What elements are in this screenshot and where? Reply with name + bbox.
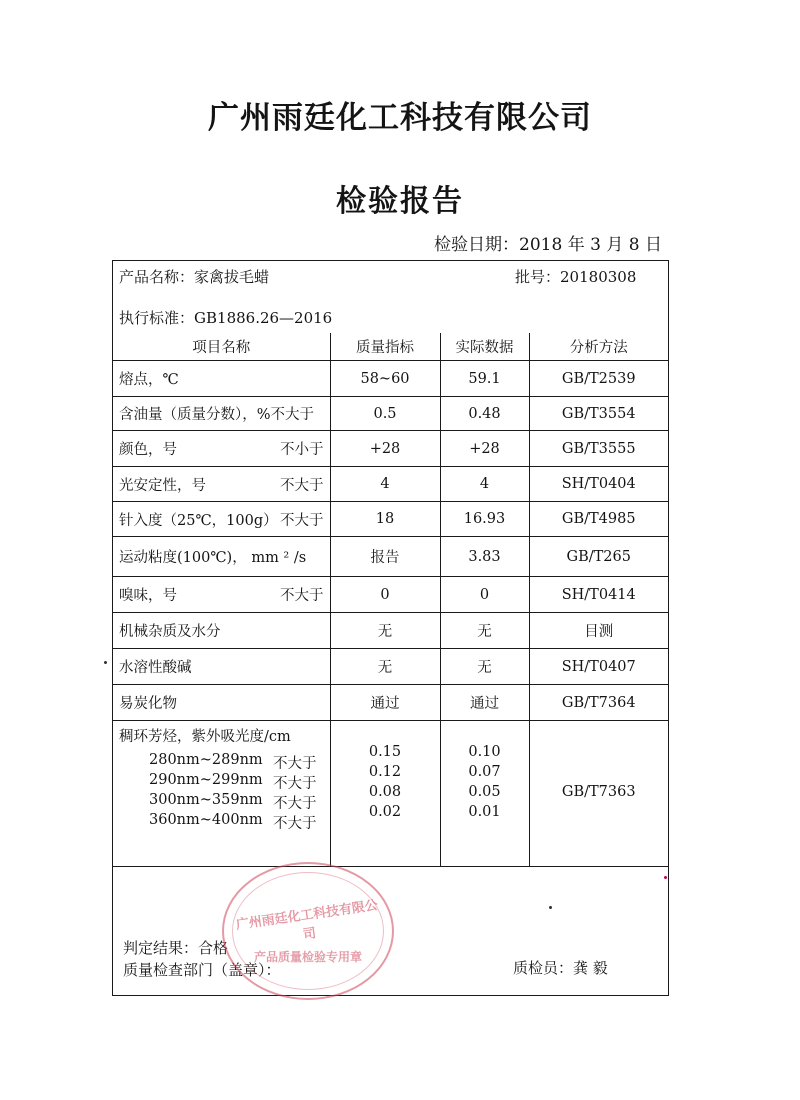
item-cond: 不大于: [280, 588, 324, 604]
aromatics-actual: 0.01: [468, 804, 501, 820]
aromatics-method: GB/T7363: [561, 784, 636, 800]
aromatics-actual: 0.05: [468, 784, 501, 800]
aromatics-spec-cell: [330, 721, 440, 867]
spec-cell: 报告: [330, 537, 440, 577]
actual-cell: 无: [440, 649, 529, 685]
report-title: 检验报告: [336, 184, 464, 219]
judgement: [123, 937, 228, 958]
item-cell: [113, 467, 330, 502]
wavelength-range: 300nm~359nm: [149, 792, 263, 808]
table-row: [113, 397, 668, 431]
month-unit: 月: [606, 235, 624, 255]
batch-info: [515, 266, 636, 287]
batch-number: 20180308: [560, 268, 637, 286]
method-cell: GB/T2539: [529, 361, 668, 397]
date-year: 2018: [519, 235, 563, 255]
method-cell: 目测: [529, 613, 668, 649]
actual-cell: 通过: [440, 685, 529, 721]
item-cell: [113, 361, 330, 397]
actual-cell: 16.93: [440, 502, 529, 537]
item-cell: [113, 502, 330, 537]
standard-label: 执行标准：: [119, 309, 195, 327]
wavelength-range: 280nm~289nm: [149, 752, 263, 768]
spec-cell: 无: [330, 649, 440, 685]
spec-cell: 0.5: [330, 397, 440, 431]
inspector-label: 质检员：: [513, 959, 574, 977]
item-name: 光安定性，号: [119, 477, 206, 494]
item-name: 嗅味，号: [119, 588, 177, 604]
item-cell: [113, 577, 330, 613]
table-row: [113, 537, 668, 577]
table-row: [113, 502, 668, 537]
table-row: [113, 577, 668, 613]
aromatics-sub-row: [119, 812, 330, 832]
method-cell: GB/T3554: [529, 397, 668, 431]
company-seal: [222, 862, 394, 1000]
table-row: [113, 613, 668, 649]
item-name: 含油量（质量分数），%不大于: [119, 407, 315, 423]
aromatics-sub-row: [119, 792, 330, 812]
table-row: [113, 431, 668, 467]
item-name: 颜色，号: [119, 442, 177, 458]
item-name: 水溶性酸碱: [119, 660, 192, 676]
date-day: 8: [628, 235, 640, 255]
inspector-name: 龚 毅: [573, 959, 608, 977]
item-cell: [113, 613, 330, 649]
aromatics-spec: 0.08: [368, 784, 402, 800]
col-header: 质量指标: [330, 333, 440, 361]
judgement-label: 判定结果：: [123, 939, 199, 957]
product-name: 家禽拔毛蜡: [194, 268, 270, 286]
aromatics-spec: 0.02: [368, 804, 402, 820]
wavelength-range: 360nm~400nm: [149, 812, 263, 828]
aromatics-actual-cell: [440, 721, 529, 867]
aromatics-spec: 0.15: [368, 744, 402, 760]
method-cell: SH/T0407: [529, 649, 668, 685]
sub-cond: 不大于: [273, 756, 317, 772]
scan-speck: [104, 661, 107, 664]
day-unit: 日: [645, 235, 662, 255]
wavelength-range: 290nm~299nm: [149, 772, 263, 788]
table-row: [113, 685, 668, 721]
item-cond: 不小于: [280, 442, 324, 458]
item-cell: [113, 397, 330, 431]
spec-cell: 0: [330, 577, 440, 613]
actual-cell: 59.1: [440, 361, 529, 397]
seal-purpose-text: 产品质量检验专用章: [253, 950, 362, 964]
sub-cond: 不大于: [273, 796, 317, 812]
spec-cell: 无: [330, 613, 440, 649]
spec-cell: +28: [330, 431, 440, 467]
method-cell: SH/T0414: [529, 577, 668, 613]
product-label: 产品名称：: [119, 268, 195, 286]
aromatics-sub-row: [119, 772, 330, 792]
item-name: 熔点，℃: [119, 372, 179, 388]
method-cell: GB/T4985: [529, 502, 668, 537]
test-table: [113, 333, 668, 867]
spec-cell: 通过: [330, 685, 440, 721]
aromatics-title: 稠环芳烃，紫外吸光度/cm: [119, 729, 291, 745]
inspection-date: [434, 230, 662, 255]
date-month: 3: [590, 235, 601, 255]
sub-cond: 不大于: [273, 816, 317, 832]
item-cell: [113, 537, 330, 577]
item-cell: [113, 649, 330, 685]
actual-cell: 0: [440, 577, 529, 613]
item-cond: 不大于: [280, 512, 324, 529]
method-cell: GB/T7364: [529, 685, 668, 721]
date-label: 检验日期：: [434, 235, 520, 255]
table-row: [113, 649, 668, 685]
aromatics-actual: 0.10: [468, 744, 501, 760]
table-row-aromatics: [113, 721, 668, 867]
col-header: 分析方法: [529, 333, 668, 361]
aromatics-method-cell: [529, 721, 668, 867]
aromatics-sub-row: [119, 752, 330, 772]
spec-cell: 18: [330, 502, 440, 537]
table-header: [113, 333, 668, 361]
inspector: [513, 957, 608, 978]
batch-label: 批号：: [515, 268, 561, 286]
scan-speck: [664, 876, 667, 879]
item-name: 针入度（25℃，100g）: [119, 512, 278, 529]
item-cond: 不大于: [280, 477, 324, 494]
item-name: 运动粘度(100℃)， mm ² /s: [119, 550, 307, 566]
col-header: 实际数据: [440, 333, 529, 361]
aromatics-actual: 0.07: [468, 764, 501, 780]
aromatics-item-cell: [113, 721, 330, 867]
year-unit: 年: [567, 235, 585, 255]
sub-cond: 不大于: [273, 776, 317, 792]
actual-cell: 4: [440, 467, 529, 502]
item-name: 机械杂质及水分: [119, 624, 221, 640]
col-header: 项目名称: [113, 333, 330, 361]
standard-info: [119, 307, 332, 328]
product-info: [119, 266, 269, 287]
actual-cell: 无: [440, 613, 529, 649]
table-row: [113, 467, 668, 502]
table-row: [113, 361, 668, 397]
actual-cell: 0.48: [440, 397, 529, 431]
aromatics-spec: 0.12: [368, 764, 402, 780]
quality-dept: 质量检查部门（盖章）：: [123, 961, 281, 979]
company-name: 广州雨廷化工科技有限公司: [208, 100, 592, 136]
spec-cell: 58~60: [330, 361, 440, 397]
item-cell: [113, 431, 330, 467]
standard-code: GB1886.26—2016: [194, 309, 333, 327]
actual-cell: 3.83: [440, 537, 529, 577]
method-cell: GB/T265: [529, 537, 668, 577]
item-name: 易炭化物: [119, 696, 177, 712]
judgement-result: 合格: [198, 939, 229, 957]
seal-company-text: 广州雨廷化工科技有限公司: [235, 898, 379, 943]
item-cell: [113, 685, 330, 721]
method-cell: GB/T3555: [529, 431, 668, 467]
spec-cell: 4: [330, 467, 440, 502]
actual-cell: +28: [440, 431, 529, 467]
scan-speck: [549, 906, 552, 909]
report-frame: [112, 260, 669, 996]
method-cell: SH/T0404: [529, 467, 668, 502]
